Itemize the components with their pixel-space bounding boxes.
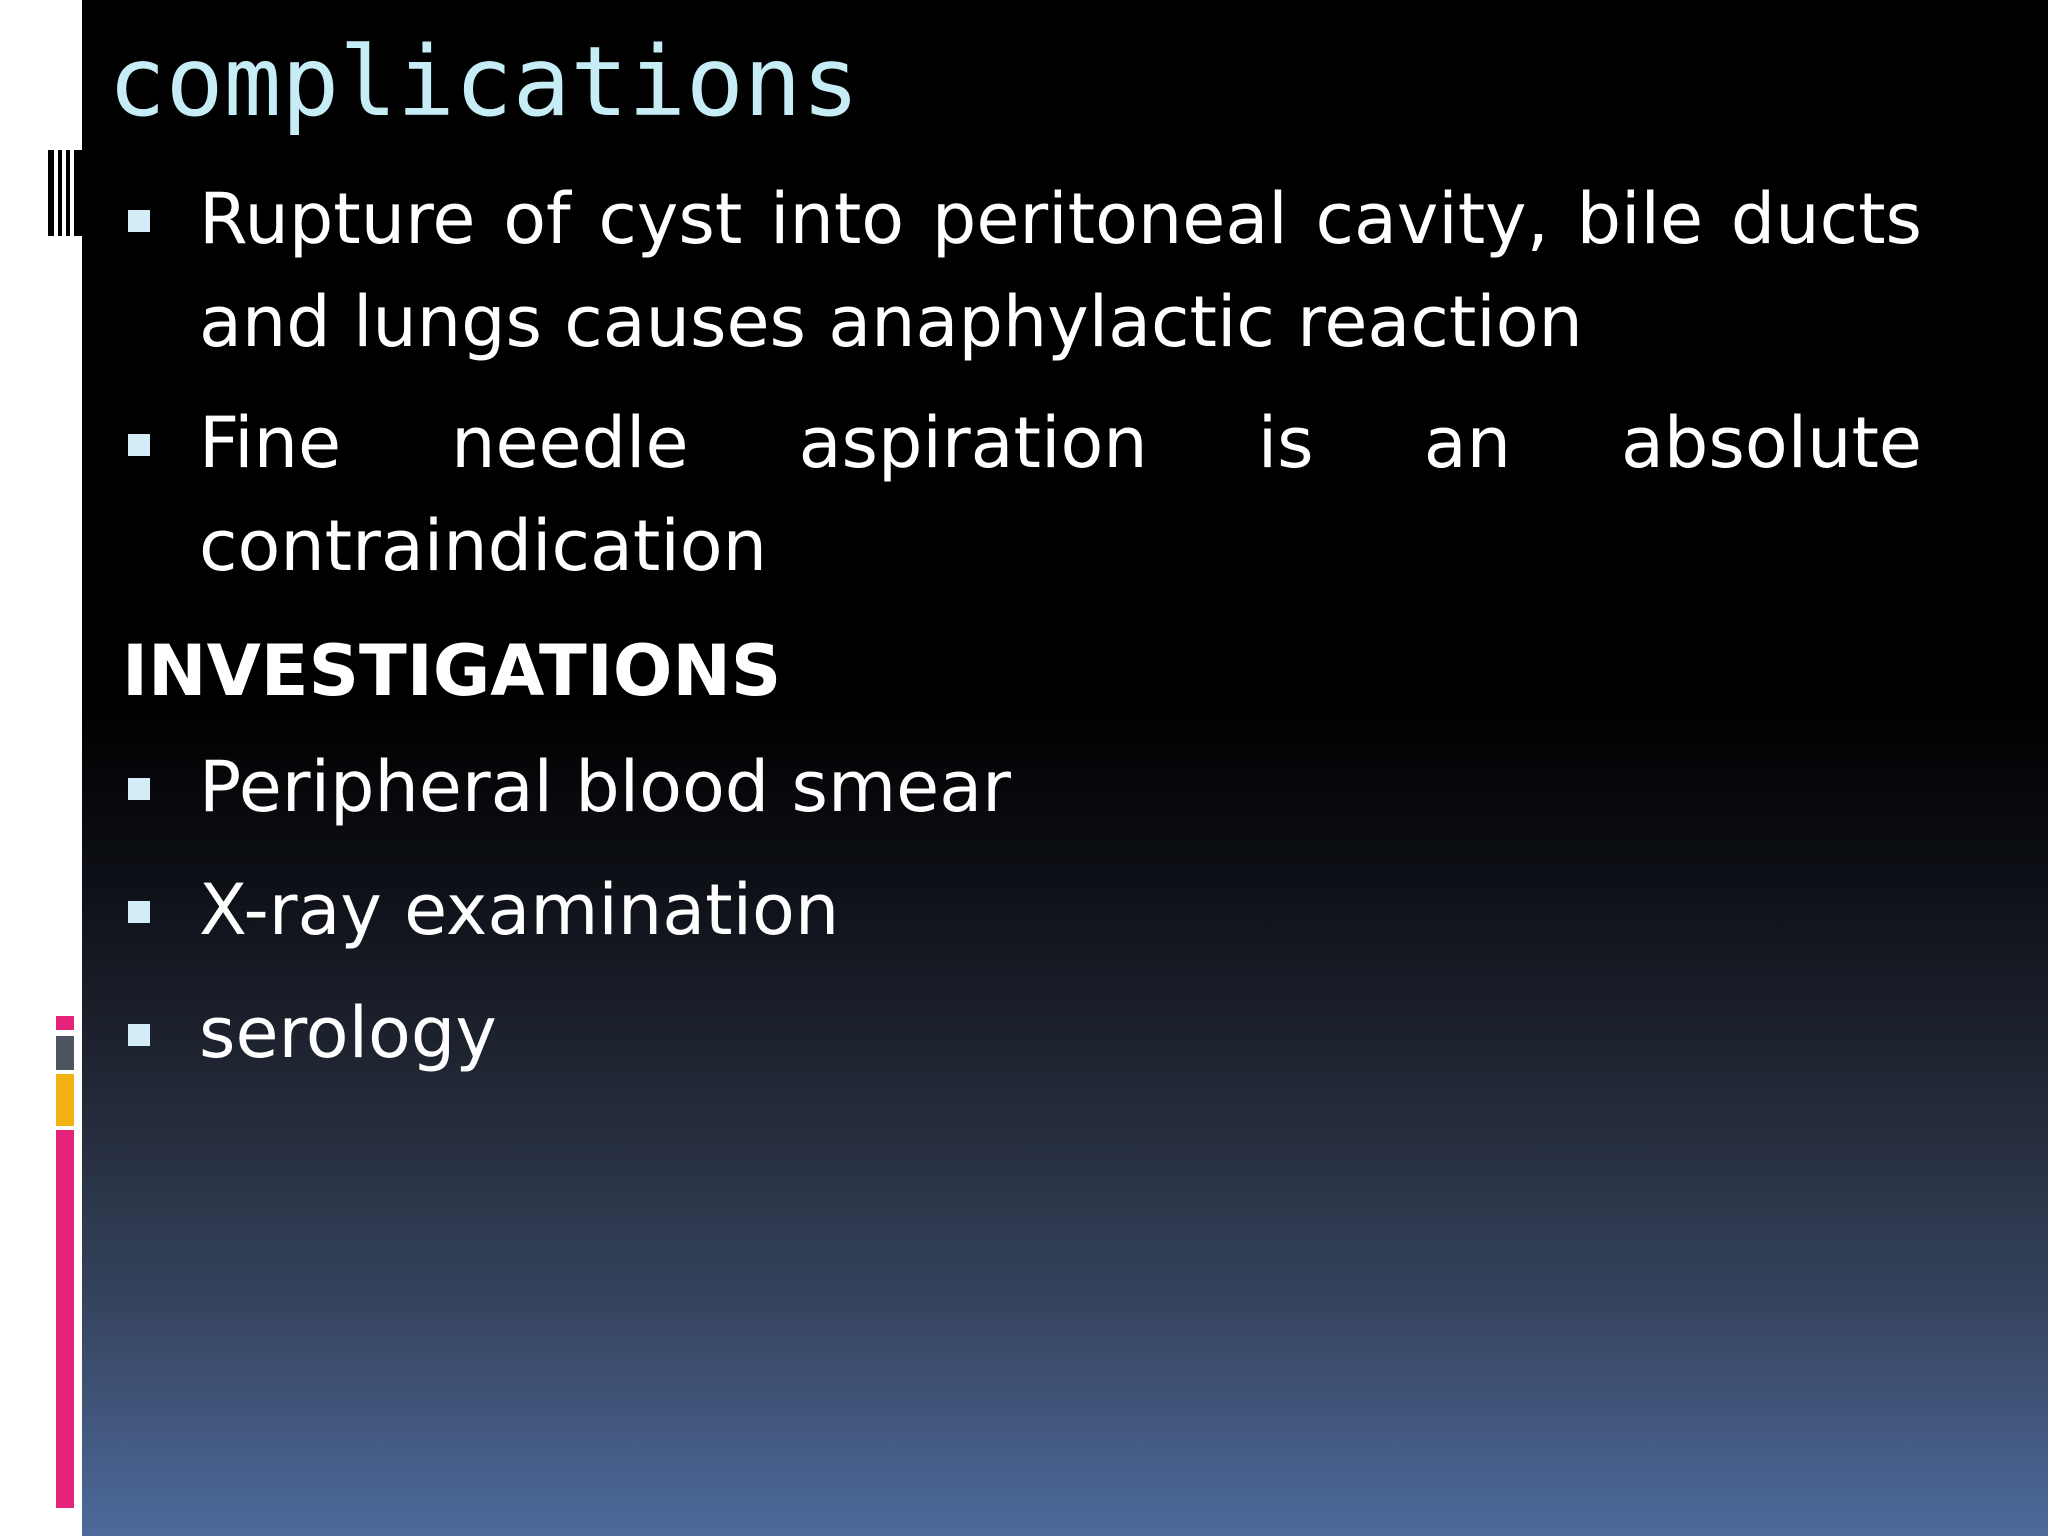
list-item [122, 859, 1922, 962]
decorative-accent-pink [56, 1130, 74, 1508]
square-bullet-icon [128, 778, 150, 800]
slide-title: complications [108, 26, 860, 138]
decorative-accent-gray [56, 1036, 74, 1070]
list-item-text: Rupture of cyst into peritoneal cavity, bile ducts and lungs causes anaphylactic reaction [199, 178, 1922, 363]
list-item-text: Fine needle aspiration is an absolute contraindication [199, 402, 1922, 587]
decorative-accent-pink-small [56, 1016, 74, 1030]
investigations-list [122, 736, 1922, 1085]
list-item [122, 982, 1922, 1085]
list-item [122, 736, 1922, 839]
list-item-text: Peripheral blood smear [199, 746, 1011, 828]
square-bullet-icon [128, 1024, 150, 1046]
complications-list [122, 168, 1922, 598]
list-item [122, 168, 1922, 374]
slide-body [122, 168, 1922, 1105]
list-item-text: serology [199, 992, 497, 1074]
section-heading: INVESTIGATIONS [122, 630, 782, 712]
square-bullet-icon [128, 210, 150, 232]
list-item [122, 392, 1922, 598]
decorative-accent-gold [56, 1074, 74, 1126]
square-bullet-icon [128, 901, 150, 923]
list-item-text: X-ray examination [199, 869, 840, 951]
square-bullet-icon [128, 434, 150, 456]
decorative-bars [48, 150, 82, 236]
